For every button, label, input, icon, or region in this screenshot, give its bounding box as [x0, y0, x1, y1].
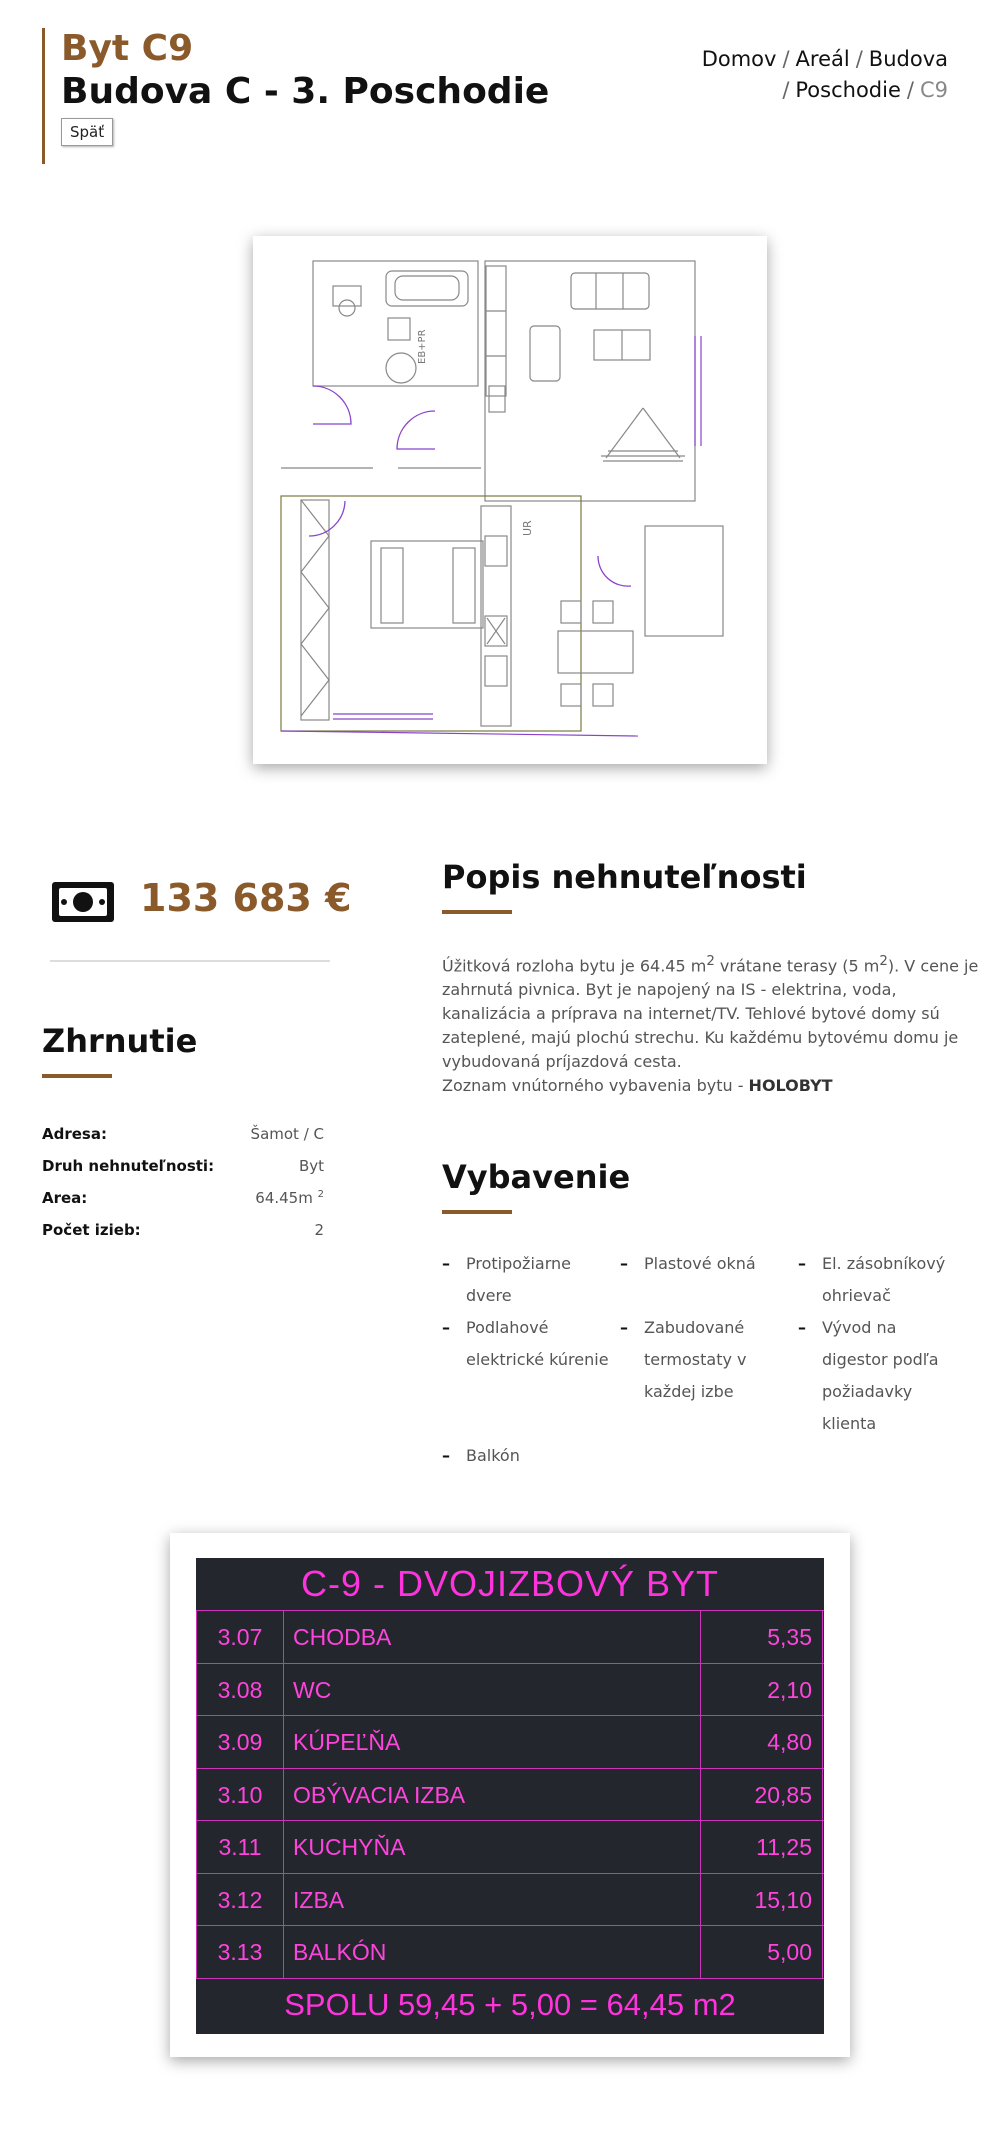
summary-row-rooms [42, 1214, 324, 1246]
breadcrumb-link-home[interactable]: Domov [701, 47, 777, 71]
table-row [196, 1664, 824, 1717]
dash-bullet: – [442, 1254, 450, 1273]
equipment-title-underline [442, 1210, 512, 1214]
room-area: 5,00 [701, 1926, 823, 1978]
room-name: KUCHYŇA [284, 1821, 701, 1873]
price-divider [50, 960, 330, 962]
room-area: 11,25 [701, 1821, 823, 1873]
description-sup: 2 [879, 954, 888, 969]
equipment-title: Vybavenie [442, 1158, 631, 1196]
list-item [442, 1248, 620, 1312]
list-item [620, 1312, 798, 1440]
list-item [798, 1248, 976, 1312]
summary-table [42, 1118, 324, 1246]
description-title: Popis nehnuteľnosti [442, 858, 807, 896]
page-subtitle: Budova C - 3. Poschodie [61, 71, 550, 112]
list-item-label: Podlahové elektrické kúrenie [466, 1318, 609, 1369]
equipment-list [442, 1248, 982, 1472]
floorplan-image[interactable] [253, 236, 767, 764]
page-title: Byt C9 [61, 28, 194, 69]
breadcrumb-separator: / [855, 47, 863, 71]
table-row [196, 1874, 824, 1927]
room-table-title: C-9 - DVOJIZBOVÝ BYT [300, 1563, 720, 1604]
summary-section [42, 1022, 324, 1246]
room-name: IZBA [284, 1874, 701, 1926]
room-area: 2,10 [701, 1664, 823, 1716]
floorplan-drawing [253, 236, 767, 764]
floorplan-label-ur: UR [521, 520, 534, 536]
list-item [620, 1248, 798, 1312]
list-item [798, 1312, 976, 1440]
room-area: 5,35 [701, 1611, 823, 1663]
room-number: 3.09 [196, 1716, 284, 1768]
back-button[interactable]: Späť [61, 118, 113, 146]
summary-row-type [42, 1150, 324, 1182]
summary-value [255, 1189, 324, 1207]
list-item [442, 1312, 620, 1440]
description-sup: 2 [706, 954, 715, 969]
money-bill-icon [50, 880, 116, 924]
room-area: 20,85 [701, 1769, 823, 1821]
area-value: 64.45m [255, 1189, 313, 1207]
breadcrumb [648, 44, 948, 106]
dash-bullet: – [620, 1254, 628, 1273]
description-bold: HOLOBYT [748, 1076, 833, 1096]
dash-bullet: – [798, 1318, 806, 1337]
description-part: ). V cene je zahrnutá pivnica. Byt je napojený na IS - elektrina, voda, kanalizácia a príprava na internet/TV. Tehlové bytové domy sú zateplené, majú plochú strechu. Ku každému bytovému domu je vybudovaná príjazdová cesta. [442, 956, 979, 1072]
summary-row-area [42, 1182, 324, 1214]
summary-label: Adresa: [42, 1125, 107, 1143]
dash-bullet: – [620, 1318, 628, 1337]
floorplan-label-eb: EB+PR [417, 329, 428, 364]
room-name: WC [284, 1664, 701, 1716]
room-name: CHODBA [284, 1611, 701, 1663]
table-row [196, 1821, 824, 1874]
list-item [442, 1440, 620, 1472]
summary-label: Druh nehnuteľnosti: [42, 1157, 215, 1175]
description-text [442, 950, 982, 1098]
table-row [196, 1716, 824, 1769]
dash-bullet: – [442, 1318, 450, 1337]
room-number: 3.12 [196, 1874, 284, 1926]
summary-value: 2 [314, 1221, 324, 1239]
room-table-rows [196, 1610, 824, 1979]
breadcrumb-link-building[interactable]: Budova [868, 47, 948, 71]
list-item-label: Vývod na digestor podľa požiadavky klienta [822, 1318, 939, 1433]
summary-label: Počet izieb: [42, 1221, 141, 1239]
breadcrumb-link-areal[interactable]: Areál [795, 47, 850, 71]
page-header [42, 28, 642, 164]
description-part: Úžitková rozloha bytu je 64.45 m [442, 956, 707, 976]
summary-title: Zhrnutie [42, 1022, 198, 1060]
room-table-image[interactable] [170, 1533, 850, 2057]
breadcrumb-separator: / [782, 47, 790, 71]
breadcrumb-separator: / [782, 78, 790, 102]
list-item-label: Protipožiarne dvere [466, 1254, 571, 1305]
summary-value: Byt [298, 1157, 324, 1175]
equipment-section [442, 1158, 982, 1472]
breadcrumb-link-floor[interactable]: Poschodie [795, 78, 901, 102]
list-item-label: Plastové okná [644, 1254, 756, 1273]
description-title-underline [442, 910, 512, 914]
dash-bullet: – [442, 1446, 450, 1465]
room-number: 3.11 [196, 1821, 284, 1873]
dash-bullet: – [798, 1254, 806, 1273]
summary-label: Area: [42, 1189, 88, 1207]
table-row [196, 1769, 824, 1822]
list-item-label: Balkón [466, 1446, 520, 1465]
room-area: 4,80 [701, 1716, 823, 1768]
room-name: OBÝVACIA IZBA [284, 1769, 701, 1821]
description-section [442, 858, 982, 1098]
table-row [196, 1611, 824, 1664]
price-value: 133 683 € [140, 876, 352, 920]
area-unit-sup: 2 [317, 1189, 324, 1200]
room-name: KÚPEĽŇA [284, 1716, 701, 1768]
summary-value: Šamot / C [250, 1125, 324, 1143]
room-table-total: SPOLU 59,45 + 5,00 = 64,45 m2 [284, 1986, 736, 2022]
summary-row-address [42, 1118, 324, 1150]
list-item-label: El. zásobníkový ohrievač [822, 1254, 946, 1305]
price-block [50, 870, 352, 960]
breadcrumb-separator: / [906, 78, 914, 102]
room-table [196, 1558, 824, 2034]
summary-title-underline [42, 1074, 112, 1078]
room-number: 3.08 [196, 1664, 284, 1716]
room-number: 3.13 [196, 1926, 284, 1978]
description-part: vrátane terasy (5 m [714, 956, 880, 976]
room-name: BALKÓN [284, 1926, 701, 1978]
table-row [196, 1926, 824, 1979]
room-number: 3.10 [196, 1769, 284, 1821]
room-number: 3.07 [196, 1611, 284, 1663]
description-part: Zoznam vnútorného vybavenia bytu - [442, 1076, 749, 1096]
list-item-label: Zabudované termostaty v každej izbe [644, 1318, 747, 1401]
room-area: 15,10 [701, 1874, 823, 1926]
breadcrumb-current: C9 [919, 78, 948, 102]
